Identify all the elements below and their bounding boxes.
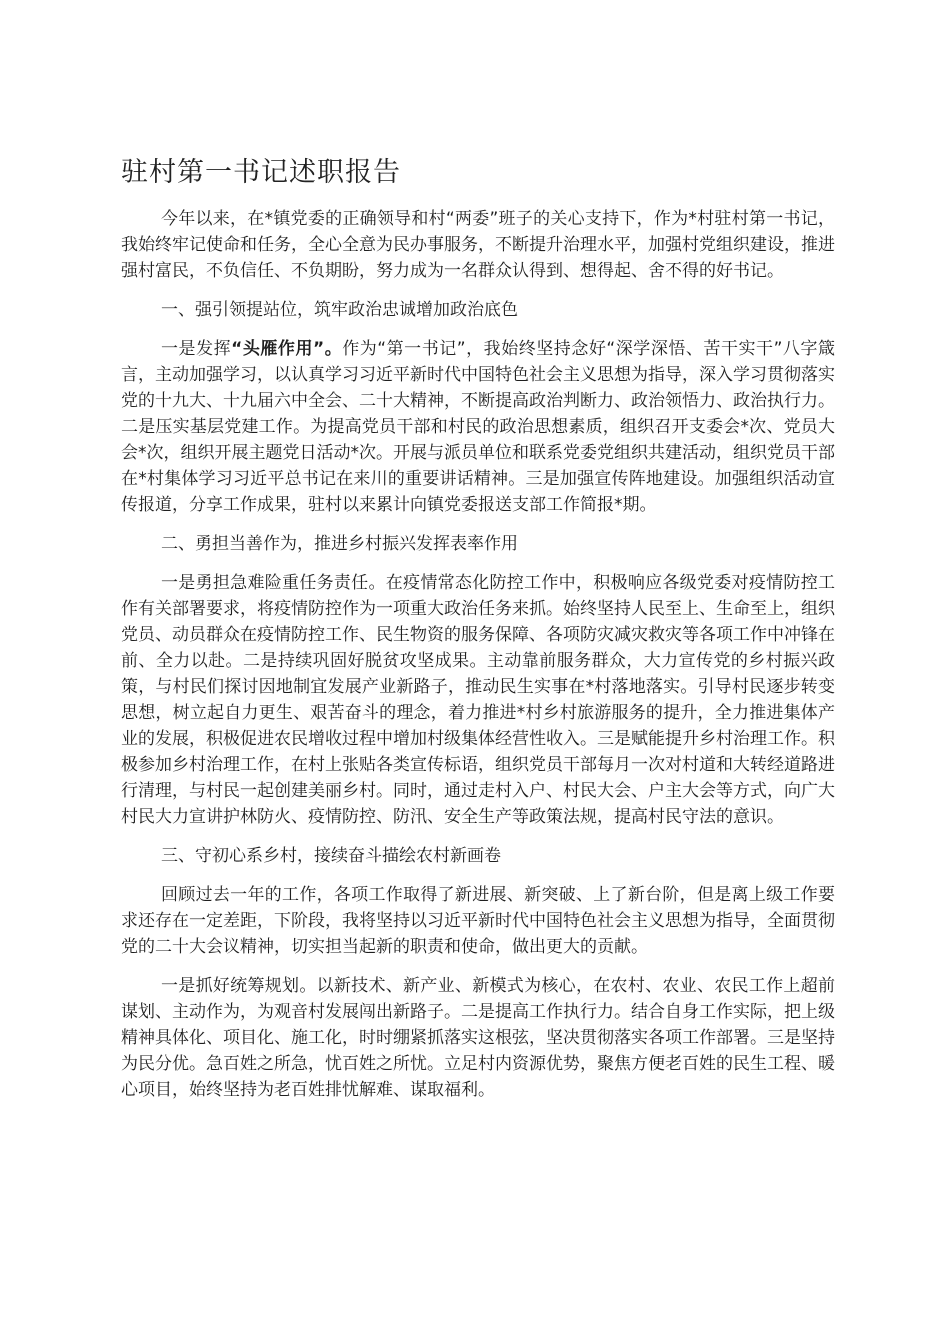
document-title: 驻村第一书记述职报告: [121, 157, 401, 188]
section-1-heading: 一、强引领提站位，筑牢政治忠诚增加政治底色: [161, 300, 518, 320]
intro-paragraph: 今年以来，在*镇党委的正确领导和村“两委”班子的关心支持下，作为*村驻村第一书记，我始终牢记使命和任务，全心全意为民办事服务，不断提升治理水平，加强村党组织建设，推进强村富民，不负信任、不负期盼，努力成为一名群众认得到、想得起、舍不得的好书记。: [121, 209, 835, 281]
section-1-lead: 一是发挥: [161, 339, 232, 359]
section-3-paragraph-1: 回顾过去一年的工作，各项工作取得了新进展、新突破、上了新台阶，但是离上级工作要求还存在一定差距，下阶段，我将坚持以习近平新时代中国特色社会主义思想为指导，全面贯彻党的二十大会议精神，切实担当起新的职责和使命，做出更大的贡献。: [121, 885, 835, 957]
section-1-paragraph: [121, 336, 835, 518]
section-2-heading: 二、勇担当善作为，推进乡村振兴发挥表率作用: [161, 534, 518, 554]
section-3-heading: 三、守初心系乡村，接续奋斗描绘农村新画卷: [161, 846, 501, 866]
document-body: [121, 206, 835, 1116]
section-1-lead-bold: “头雁作用”。: [231, 339, 343, 359]
section-2-paragraph: 一是勇担急难险重任务责任。在疫情常态化防控工作中，积极响应各级党委对疫情防控工作有关部署要求，将疫情防控作为一项重大政治任务来抓。始终坚持人民至上、生命至上，组织党员、动员群众在疫情防控工作、民生物资的服务保障、各项防灾减灾救灾等各项工作中冲锋在前、全力以赴。二是持续巩固好脱贫攻坚成果。主动靠前服务群众，大力宣传党的乡村振兴政策，与村民们探讨因地制宜发展产业新路子，推动民生实事在*村落地落实。引导村民逐步转变思想，树立起自力更生、艰苦奋斗的理念，着力推进*村乡村旅游服务的提升，全力推进集体产业的发展，积极促进农民增收过程中增加村级集体经营性收入。三是赋能提升乡村治理工作。积极参加乡村治理工作，在村上张贴各类宣传标语，组织党员干部每月一次对村道和大转经道路进行清理，与村民一起创建美丽乡村。同时，通过走村入户、村民大会、户主大会等方式，向广大村民大力宣讲护林防火、疫情防控、防汛、安全生产等政策法规，提高村民守法的意识。: [121, 573, 835, 827]
section-1-text: 作为“第一书记”，我始终坚持念好“深学深悟、苦干实干”八字箴言，主动加强学习，以认真学习习近平新时代中国特色社会主义思想为指导，深入学习贯彻落实党的十九大、十九届六中全会、二十大精神，不断提高政治判断力、政治领悟力、政治执行力。二是压实基层党建工作。为提高党员干部和村民的政治思想素质，组织召开支委会*次、党员大会*次，组织开展主题党日活动*次。开展与派员单位和联系党委党组织共建活动，组织党员干部在*村集体学习习近平总书记在来川的重要讲话精神。三是加强宣传阵地建设。加强组织活动宣传报道，分享工作成果，驻村以来累计向镇党委报送支部工作简报*期。: [121, 339, 835, 515]
section-3-paragraph-2: 一是抓好统筹规划。以新技术、新产业、新模式为核心，在农村、农业、农民工作上超前谋划、主动作为，为观音村发展闯出新路子。二是提高工作执行力。结合自身工作实际，把上级精神具体化、项目化、施工化，时时绷紧抓落实这根弦，坚决贯彻落实各项工作部署。三是坚持为民分优。急百姓之所急，忧百姓之所忧。立足村内资源优势，聚焦方便老百姓的民生工程、暖心项目，始终坚持为老百姓排忧解难、谋取福利。: [121, 976, 835, 1100]
